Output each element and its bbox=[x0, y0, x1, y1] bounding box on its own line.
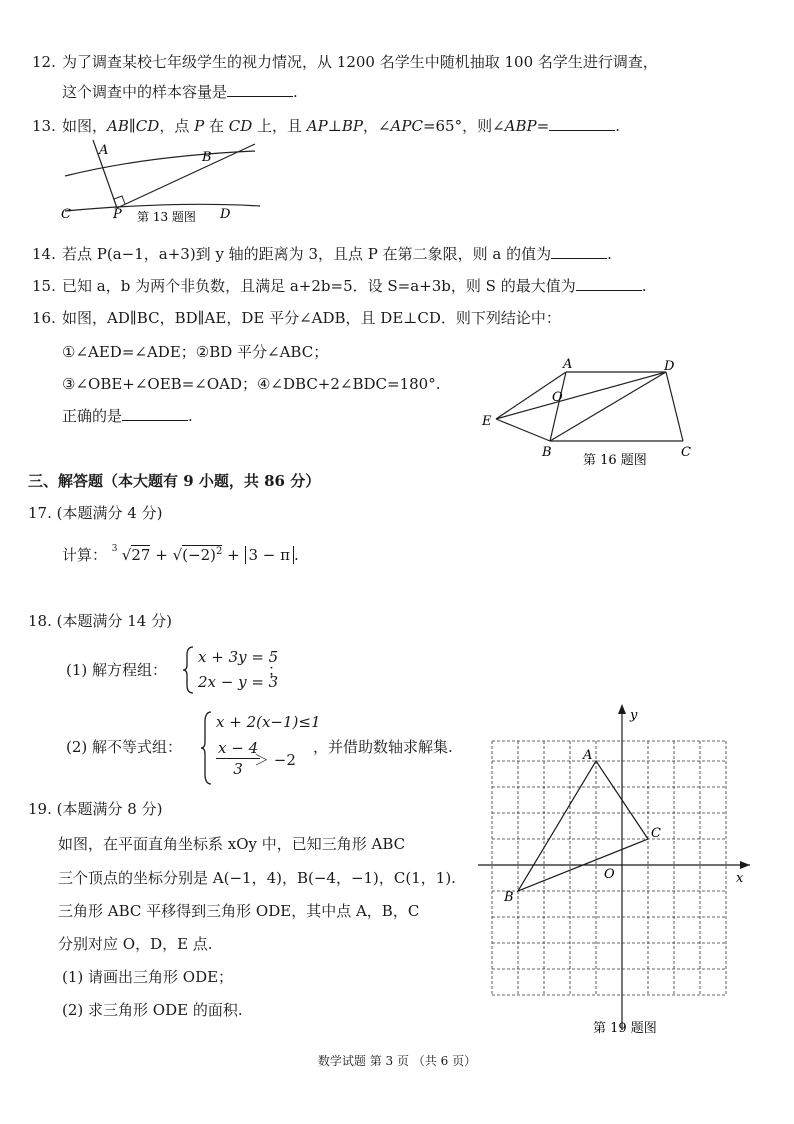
q13-label-b: B bbox=[202, 150, 212, 165]
q14-end: . bbox=[607, 245, 612, 263]
q19-label-c: C bbox=[651, 826, 661, 841]
q13-segment-pb bbox=[117, 144, 255, 208]
q13-t10: APC bbox=[390, 117, 423, 135]
q17-abs-value: 3 − π bbox=[245, 546, 295, 564]
q18-part2-end: ，并借助数轴求解集. bbox=[313, 738, 453, 756]
q16-text: 如图，AD∥BC，BD∥AE，DE 平分∠ADB，且 DE⊥CD．则下列结论中： bbox=[62, 309, 561, 327]
q13-t12: ABP bbox=[504, 117, 537, 135]
q12-number: 12. bbox=[32, 53, 56, 71]
q19-y-arrow-icon bbox=[618, 704, 626, 714]
q17-plus-1: + bbox=[155, 546, 168, 564]
q13-t4: P bbox=[194, 117, 205, 135]
page-footer: 数学试题 第 3 页 （共 6 页） bbox=[317, 1054, 477, 1068]
q17-header bbox=[28, 503, 162, 523]
q16-seg-db bbox=[550, 372, 666, 441]
q15-text: 已知 a，b 为两个非负数，且满足 a+2b=5．设 S=a+3b，则 S 的最大值为 bbox=[62, 277, 576, 295]
q13-end: . bbox=[615, 117, 620, 135]
q14-number: 14. bbox=[32, 245, 56, 263]
q17-number: 17. bbox=[28, 504, 52, 522]
q12-line2 bbox=[62, 82, 298, 102]
q17-prefix: 计算： bbox=[62, 546, 108, 564]
q19-x-arrow-icon bbox=[740, 861, 750, 869]
q19-line1: 如图，在平面直角坐标系 xOy 中，已知三角形 ABC bbox=[58, 835, 406, 853]
q16-label-d: D bbox=[664, 359, 675, 374]
q17-sqrt-radicand: (−2) bbox=[182, 546, 216, 564]
q18-part2-brace bbox=[201, 710, 213, 786]
q14-line bbox=[62, 244, 612, 264]
q17-plus-2: + bbox=[227, 546, 240, 564]
q19-label-x: x bbox=[736, 871, 744, 886]
q15-line bbox=[62, 276, 646, 296]
q19-part2: (2) 求三角形 ODE 的面积. bbox=[62, 1001, 243, 1019]
q16-number: 16. bbox=[32, 309, 56, 327]
q13-label-d: D bbox=[220, 207, 231, 222]
q17-end: . bbox=[294, 546, 299, 564]
q18-part1-label: (1) 解方程组： bbox=[66, 661, 168, 679]
q19-label-a: A bbox=[583, 748, 593, 763]
q13-t11: =65°，则∠ bbox=[422, 117, 505, 135]
q16-figure bbox=[478, 355, 708, 467]
q17-root-index: 3 bbox=[111, 544, 118, 554]
q19-line2: 三个顶点的坐标分别是 A(−1，4)，B(−4，−1)，C(1，1). bbox=[58, 869, 456, 887]
q16-choice-2: ③∠OBE+∠OEB=∠OAD；④∠DBC+2∠BDC=180°. bbox=[62, 375, 441, 393]
q12-end: . bbox=[293, 83, 298, 101]
q13-label-c: C bbox=[61, 207, 71, 222]
q13-label-p: P bbox=[113, 207, 122, 222]
q16-answer-prefix: 正确的是 bbox=[62, 407, 123, 425]
q16-label-b: B bbox=[542, 445, 552, 460]
q13-t3: ，点 bbox=[159, 117, 195, 135]
section-3-title: 三、解答题（本大题有 9 小题，共 86 分） bbox=[28, 472, 321, 490]
q16-seg-ab bbox=[550, 372, 566, 441]
q12-answer-blank[interactable] bbox=[227, 82, 293, 97]
q19-triangle-abc bbox=[518, 761, 648, 891]
q18-part1-eq2: 2x − y = 3 bbox=[198, 673, 279, 691]
q19-header bbox=[28, 799, 162, 819]
q15-number: 15. bbox=[32, 277, 56, 295]
q19-score: (本题满分 8 分) bbox=[56, 800, 163, 818]
q13-figure bbox=[55, 136, 275, 228]
q18-brace-icon bbox=[183, 645, 195, 695]
q19-number: 19. bbox=[28, 800, 52, 818]
q13-t13: = bbox=[536, 117, 550, 135]
q15-answer-blank[interactable] bbox=[576, 276, 642, 291]
q15-end: . bbox=[641, 277, 647, 295]
q19-part1: (1) 请画出三角形 ODE； bbox=[62, 968, 234, 986]
q16-answer-line bbox=[62, 406, 193, 426]
q16-end: . bbox=[188, 407, 193, 425]
q13-number: 13. bbox=[32, 117, 56, 135]
q12-line2-text: 这个调查中的样本容量是 bbox=[62, 83, 228, 101]
q18-score: (本题满分 14 分) bbox=[56, 612, 172, 630]
q18-part1-brace bbox=[183, 645, 195, 695]
q19-label-o: O bbox=[604, 867, 615, 882]
q17-root-radicand: 27 bbox=[131, 546, 151, 564]
q17-exponent: 2 bbox=[215, 546, 223, 557]
q16-caption: 第 16 题图 bbox=[583, 453, 647, 467]
q18-brace-icon-2 bbox=[201, 710, 213, 786]
q18-part1-end: ； bbox=[268, 661, 284, 679]
q18-part1-eq1: x + 3y = 5 bbox=[198, 648, 279, 666]
q13-t1: 如图， bbox=[62, 117, 108, 135]
q19-line4: 分别对应 O，D，E 点. bbox=[58, 935, 213, 953]
q16-label-c: C bbox=[681, 445, 691, 460]
q16-label-e: E bbox=[482, 414, 492, 429]
q13-t2: AB∥CD bbox=[107, 117, 160, 135]
q16-seg-eb bbox=[496, 419, 550, 441]
q13-t9: ，∠ bbox=[362, 117, 391, 135]
q19-line3: 三角形 ABC 平移得到三角形 ODE，其中点 A，B，C bbox=[58, 902, 420, 920]
q17-sqrt: $√(-2)^2$ bbox=[172, 546, 223, 564]
q17-cube-root: 3 √27 bbox=[112, 541, 151, 569]
q18-frac-denominator: 3 bbox=[233, 760, 243, 778]
q18-frac-numerator: x − 4 bbox=[218, 739, 259, 757]
q18-part2-rhs: ＞ −2 bbox=[254, 751, 296, 769]
q18-part2-label: (2) 解不等式组： bbox=[66, 738, 183, 756]
q19-label-b: B bbox=[504, 890, 514, 905]
q18-number: 18. bbox=[28, 612, 52, 630]
q17-expression bbox=[62, 538, 299, 566]
q13-label-a: A bbox=[99, 143, 109, 158]
q19-label-y: y bbox=[630, 708, 638, 723]
q16-label-a: A bbox=[563, 357, 573, 372]
q14-text: 若点 P(a−1，a+3)到 y 轴的距离为 3，且点 P 在第二象限，则 a 的值为 bbox=[62, 245, 552, 263]
q13-t7: 上，且 bbox=[252, 117, 307, 135]
q14-answer-blank[interactable] bbox=[551, 244, 607, 259]
q13-t5: 在 bbox=[204, 117, 229, 135]
q13-answer-blank[interactable] bbox=[549, 116, 615, 131]
q13-caption: 第 13 题图 bbox=[137, 210, 196, 224]
q13-t8: AP⊥BP bbox=[306, 117, 363, 135]
q17-score: (本题满分 4 分) bbox=[56, 504, 163, 522]
q18-part2-ineq1: x + 2(x−1)≤1 bbox=[216, 713, 321, 731]
q16-label-o: O bbox=[552, 390, 563, 405]
q18-header bbox=[28, 611, 172, 631]
q19-caption: 第 19 题图 bbox=[593, 1021, 657, 1036]
q16-seg-dc bbox=[666, 372, 683, 441]
q19-coordinate-figure bbox=[478, 700, 758, 1040]
q13-line-ab bbox=[65, 151, 255, 176]
q16-choice-1: ①∠AED=∠ADE；②BD 平分∠ABC； bbox=[62, 343, 329, 361]
q13-text bbox=[62, 116, 620, 136]
q12-line1: 为了调查某校七年级学生的视力情况，从 1200 名学生中随机抽取 100 名学生进行调查， bbox=[62, 53, 658, 71]
q13-t6: CD bbox=[228, 117, 253, 135]
q16-answer-blank[interactable] bbox=[122, 406, 188, 421]
q16-seg-ed bbox=[496, 372, 666, 419]
